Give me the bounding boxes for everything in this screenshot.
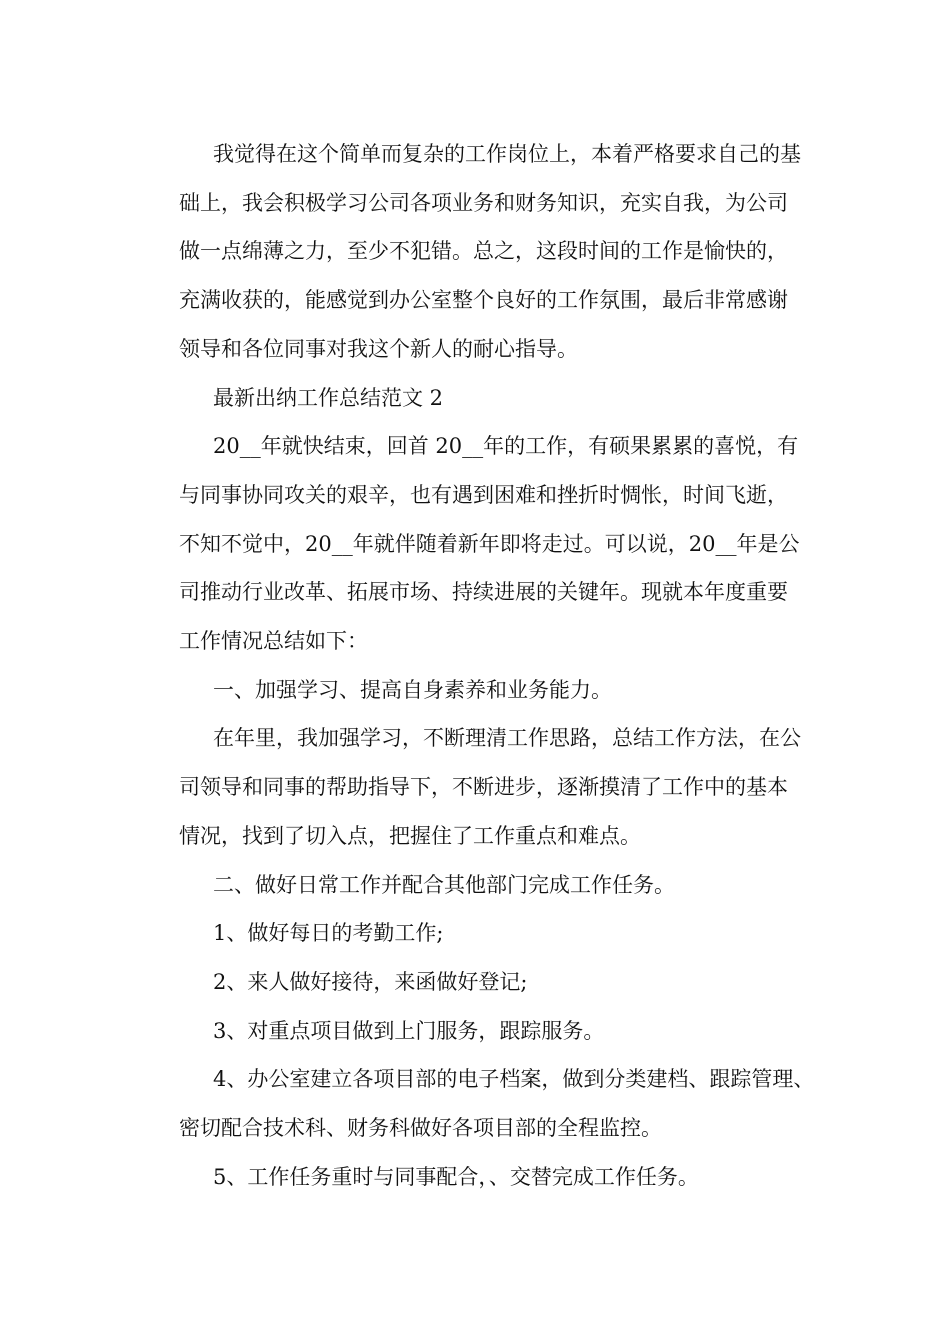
list-item-attendance: [145, 909, 825, 958]
text-line: 充满收获的，能感觉到办公室整个良好的工作氛围，最后非常感谢: [179, 288, 788, 313]
text-line: 础上，我会积极学习公司各项业务和财务知识，充实自我，为公司: [179, 190, 788, 215]
text-line: 情况，找到了切入点，把握住了工作重点和难点。: [179, 823, 641, 848]
text-line: 司领导和同事的帮助指导下，不断进步，逐渐摸清了工作中的基本: [179, 775, 788, 800]
list-item-text: 2、来人做好接待，来函做好登记;: [213, 969, 528, 994]
text-line: 司推动行业改革、拓展市场、持续进展的关键年。现就本年度重要: [179, 580, 788, 605]
list-item-archives: [145, 1055, 825, 1152]
paragraph-work-attitude: [145, 130, 825, 374]
list-item-text: 密切配合技术科、财务科做好各项目部的全程监控。: [179, 1116, 662, 1141]
subheading-text: 二、做好日常工作并配合其他部门完成工作任务。: [213, 872, 675, 897]
text-line: 与同事协同攻关的艰辛，也有遇到困难和挫折时惆怅，时间飞逝，: [179, 482, 788, 507]
subheading-daily-work: [145, 861, 825, 910]
list-item-cooperation: [145, 1153, 825, 1202]
text-line: 工作情况总结如下：: [179, 629, 368, 654]
text-line: 做一点绵薄之力，至少不犯错。总之，这段时间的工作是愉快的，: [179, 239, 788, 264]
text-line: 20__年就快结束，回首 20__年的工作，有硕果累累的喜悦，有: [213, 434, 799, 459]
list-item-text: 5、工作任务重时与同事配合，、交替完成工作任务。: [213, 1164, 699, 1189]
subheading-learning: [145, 666, 825, 715]
text-line: 我觉得在这个简单而复杂的工作岗位上，本着严格要求自己的基: [213, 142, 801, 166]
subheading-text: 一、加强学习、提高自身素养和业务能力。: [213, 677, 612, 702]
text-line: 在年里，我加强学习，不断理清工作思路，总结工作方法，在公: [213, 726, 801, 751]
paragraph-learning: [145, 714, 825, 860]
paragraph-year-review: [145, 422, 825, 666]
list-item-reception: [145, 958, 825, 1007]
text-line: 不知不觉中，20__年就伴随着新年即将走过。可以说，20__年是公: [179, 531, 800, 556]
list-item-text: 4、办公室建立各项目部的电子档案，做到分类建档、跟踪管理、: [213, 1067, 815, 1092]
section-heading: [145, 374, 825, 423]
list-item-text: 3、对重点项目做到上门服务，跟踪服务。: [213, 1018, 605, 1043]
document-body: [145, 130, 825, 1201]
text-line: 领导和各位同事对我这个新人的耐心指导。: [179, 336, 578, 361]
list-item-service: [145, 1007, 825, 1056]
list-item-text: 1、做好每日的考勤工作;: [213, 921, 444, 946]
heading-text: 最新出纳工作总结范文 2: [213, 385, 444, 410]
